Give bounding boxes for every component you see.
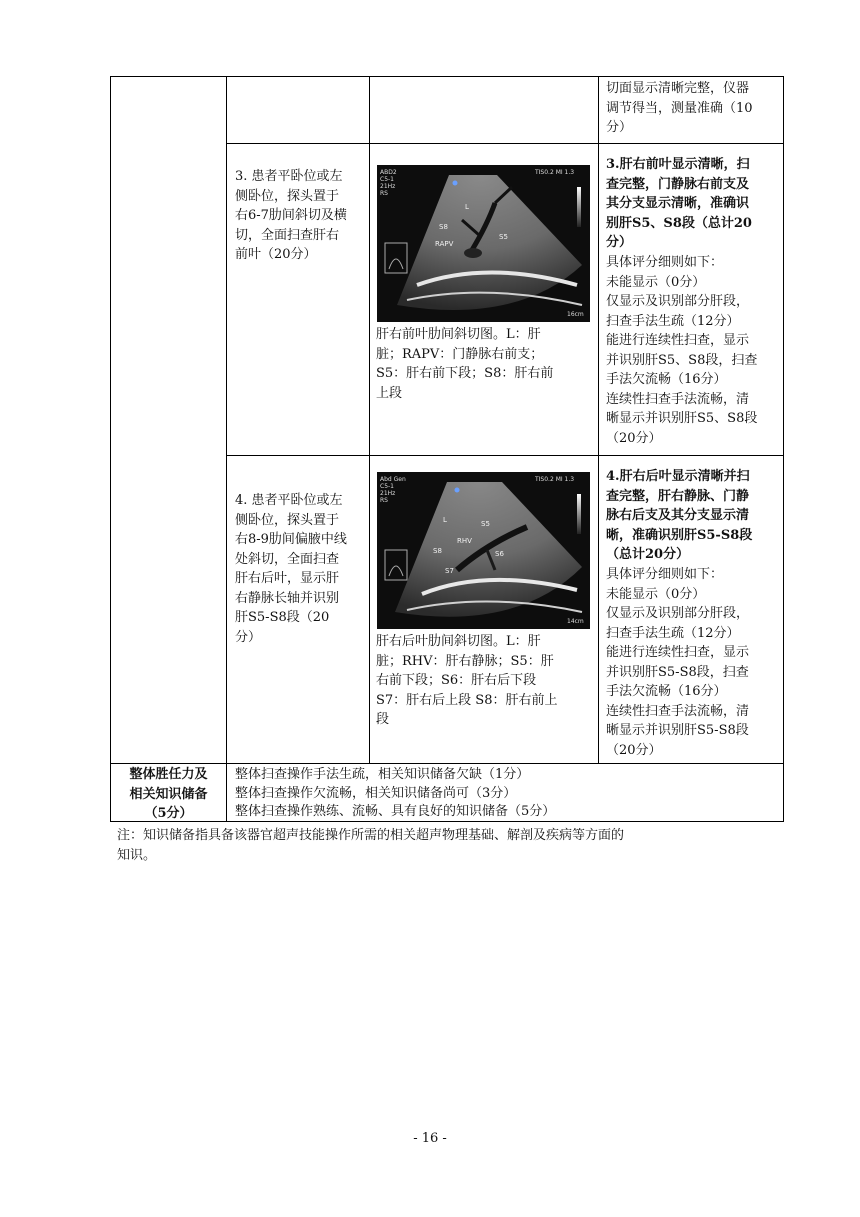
- table-border-top: [110, 76, 784, 77]
- overall-item-1: 整体扫查操作手法生疏，相关知识储备欠缺（1分）: [235, 767, 530, 782]
- method-step-4: 4. 患者平卧位或左 侧卧位，探头置于 右8-9肋间偏腋中线 处斜切，全面扫查 肝右后叶，显示肝 右静脉长轴并识别 肝S5-S8段（20 分）: [235, 493, 347, 645]
- us-label-L: L: [465, 203, 469, 211]
- ultrasound-image-right-anterior-lobe: [377, 165, 590, 322]
- image-caption-step-3: 肝右前叶肋间斜切图。L：肝 脏；RAPV：门静脉右前支； S5：肝右前下段；S8：肝右前 上段: [376, 327, 554, 401]
- table-border-left: [110, 76, 111, 821]
- table-row-divider: [226, 143, 784, 144]
- ultrasound-depth: 14cm: [567, 618, 584, 625]
- ultrasound-scan-graphic: [377, 165, 590, 322]
- grayscale-bar: [577, 187, 581, 227]
- overall-item-2: 整体扫查操作欠流畅，相关知识储备尚可（3分）: [235, 786, 517, 801]
- method-step-3: 3. 患者平卧位或左 侧卧位，探头置于 右6-7肋间斜切及横 切，全面扫查肝右 前叶（20分）: [235, 169, 347, 262]
- ultrasound-depth: 16cm: [567, 311, 584, 318]
- us-label-S6: S6: [495, 550, 504, 558]
- overall-item-3: 整体扫查操作熟练、流畅、具有良好的知识储备（5分）: [235, 804, 556, 819]
- ultrasound-top-right-info: TIS0.2 MI 1.3: [535, 169, 575, 176]
- us-label-S5: S5: [499, 233, 508, 241]
- table-row-divider: [110, 763, 784, 764]
- ultrasound-scan-graphic: [377, 472, 590, 629]
- criteria-title-step-4: 4.肝右后叶显示清晰并扫 查完整，肝右静脉、门静 脉右后支及其分支显示清 晰，准确识别肝S5-S8段 （总计20分）: [606, 469, 753, 562]
- us-label-S8: S8: [433, 547, 442, 555]
- us-label-RHV: RHV: [457, 537, 472, 545]
- table-row-divider: [226, 455, 784, 456]
- table-border-col3: [369, 76, 370, 763]
- table-border-right: [783, 76, 784, 821]
- criteria-title-step-3: 3.肝右前叶显示清晰，扫 查完整，门静脉右前支及 其分支显示清晰，准确识 别肝S5、S8段（总计20 分）: [606, 157, 752, 250]
- us-label-RAPV: RAPV: [435, 240, 454, 248]
- us-label-S5: S5: [481, 520, 490, 528]
- us-label-S7: S7: [445, 567, 454, 575]
- table-border-col4: [598, 76, 599, 763]
- ultrasound-top-right-info: TIS0.2 MI 1.3: [535, 476, 575, 483]
- us-label-L: L: [443, 516, 447, 524]
- criteria-text-continued: 切面显示清晰完整，仪器 调节得当，测量准确（10 分）: [606, 81, 753, 135]
- grayscale-bar: [577, 494, 581, 534]
- overall-competence-title: 整体胜任力及 相关知识储备 （5分）: [129, 767, 208, 821]
- criteria-detail-step-3: 具体评分细则如下： 未能显示（0分） 仅显示及识别部分肝段， 扫查手法生疏（12分） 能进行连续性扫查，显示 并识别肝S5、S8段，扫查 手法欠流畅（16分） 连续性扫查手法流畅，清 晰显示并识别肝S5、S8段 （20分）: [606, 255, 758, 446]
- us-label-S8: S8: [439, 223, 448, 231]
- ultrasound-image-right-posterior-lobe: [377, 472, 590, 629]
- image-caption-step-4: 肝右后叶肋间斜切图。L：肝 脏；RHV：肝右静脉；S5：肝 右前下段；S6：肝右后下段 S7：肝右后上段 S8：肝右前上 段: [376, 634, 558, 727]
- table-border-col2: [226, 76, 227, 821]
- footnote: 注：知识储备指具备该器官超声技能操作所需的相关超声物理基础、解剖及疾病等方面的 知识。: [117, 828, 625, 863]
- criteria-detail-step-4: 具体评分细则如下： 未能显示（0分） 仅显示及识别部分肝段， 扫查手法生疏（12分） 能进行连续性扫查，显示 并识别肝S5-S8段，扫查 手法欠流畅（16分） 连续性扫查手法流畅，清 晰显示并识别肝S5-S8段 （20分）: [606, 567, 750, 758]
- ultrasound-header-info: Abd Gen C5-1 21Hz RS: [380, 476, 406, 504]
- ultrasound-header-info: ABD2 C5-1 21Hz RS: [380, 169, 397, 197]
- page-number: - 16 -: [413, 1131, 447, 1146]
